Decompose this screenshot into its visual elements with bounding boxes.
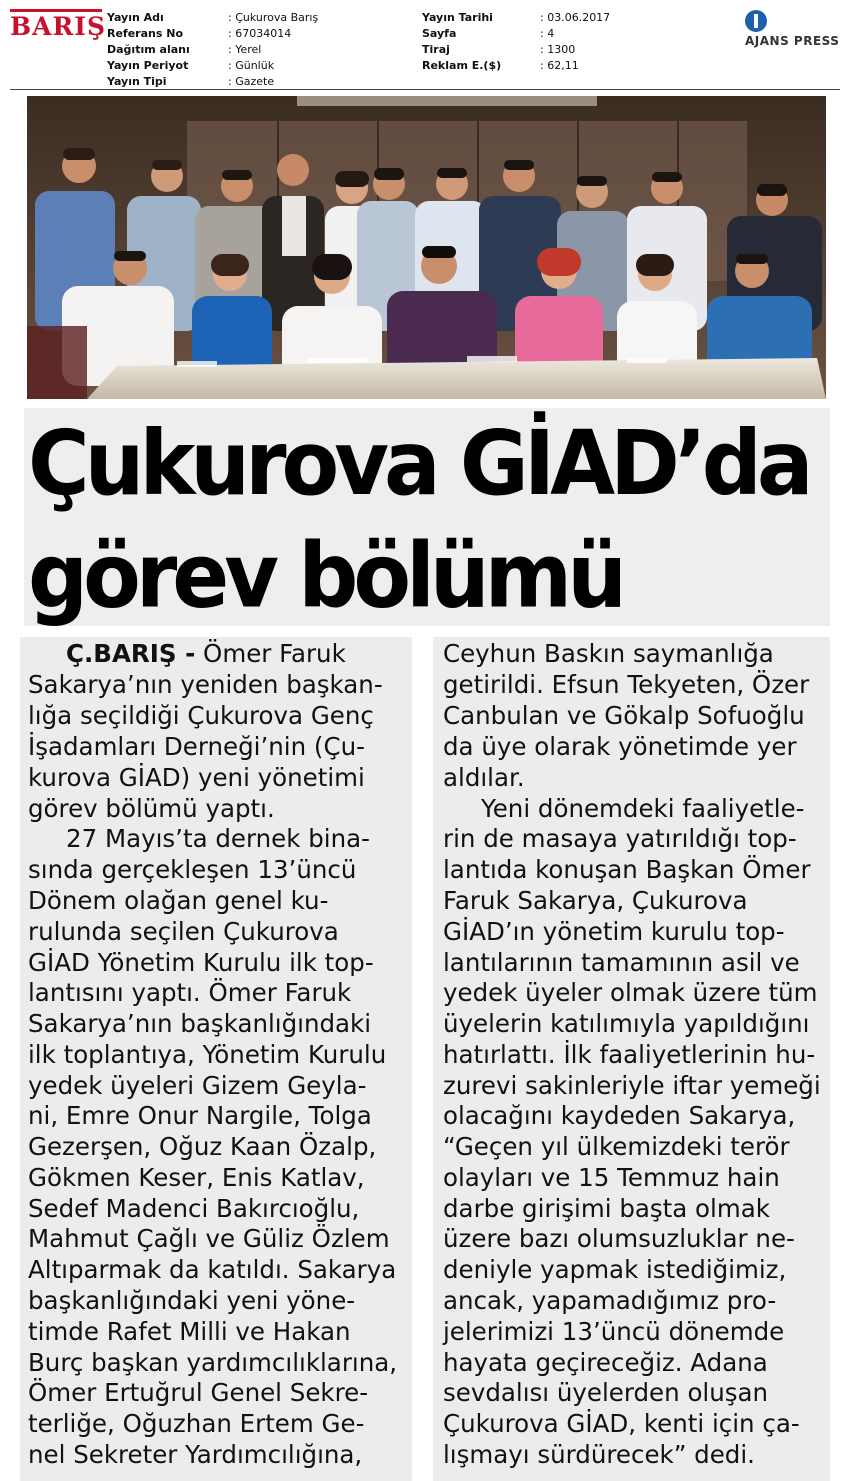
text-line: lantıda konuşan Başkan Ömer [443,855,811,884]
meta-label: Yayın Adı [107,11,164,24]
text-line: “Geçen yıl ülkemizdeki terör [443,1132,790,1161]
text-line: ilk toplantıya, Yönetim Kurulu [28,1040,387,1069]
text-line: kurova GİAD) yeni yönetimi [28,763,365,792]
text-line: Ceyhun Baskın saymanlığa [443,639,774,668]
text-line: aldılar. [443,763,525,792]
meta-value: : 67034014 [228,27,292,40]
meta-label: Tiraj [422,43,450,56]
meta-row [107,10,318,26]
article-headline [28,407,828,632]
text-line: İşadamları Derneği’nin (Çu- [28,732,365,761]
text-line: yedek üyeleri Gizem Geyla- [28,1071,367,1100]
text-line: Mahmut Çağlı ve Güliz Özlem [28,1224,390,1253]
clipping-header [0,0,850,92]
logo-text: BARIŞ [10,12,107,41]
text-line: hayata geçireceğiz. Adana [443,1348,768,1377]
text-line: terliğe, Oğuzhan Ertem Ge- [28,1409,365,1438]
text-line: başkanlığındaki yeni yöne- [28,1286,356,1315]
meta-value: : 1300 [540,43,576,56]
text-line: darbe girişimi başta olmak [443,1194,770,1223]
meta-value: : Günlük [228,59,275,72]
meta-label: Referans No [107,27,183,40]
newspaper-logo [10,9,107,42]
meta-label: Yayın Tipi [107,75,167,88]
text-line: üyelerin katılımıyla yapıldığını [443,1009,810,1038]
text-line: GİAD Yönetim Kurulu ilk top- [28,948,374,977]
text-line: Çukurova GİAD, kenti için ça- [443,1409,800,1438]
agency-logo [745,10,845,50]
text-line: sında gerçekleşen 13’üncü [28,855,357,884]
meta-row [107,58,318,74]
text-segment: Ömer Faruk [195,639,346,668]
text-line: sevdalısı üyelerden oluşan [443,1378,769,1407]
meta-label: Yayın Tarihi [422,11,493,24]
text-line: Ömer Ertuğrul Genel Sekre- [28,1378,369,1407]
text-line: lantısını yaptı. Ömer Faruk [28,978,352,1007]
meta-label: Dağıtım alanı [107,43,190,56]
meta-left [107,10,318,90]
agency-icon [745,10,767,32]
meta-value: : Yerel [228,43,262,56]
text-line: Sakarya’nın yeniden başkan- [28,670,383,699]
text-line: jelerimizi 13’üncü dönemde [443,1317,785,1346]
meta-value: : Çukurova Barış [228,11,319,24]
group-photo-illustration [27,96,826,399]
meta-row [107,74,318,90]
text-line: olayları ve 15 Temmuz hain [443,1163,780,1192]
article-column-left [20,637,412,1481]
text-line: timde Rafet Milli ve Hakan [28,1317,351,1346]
meta-label: Sayfa [422,27,457,40]
text-line: hatırlattı. İlk faaliyetlerinin hu- [443,1040,816,1069]
text-line: ancak, yapamadığımız pro- [443,1286,777,1315]
headline-line: Çukurova GİAD’da [28,411,809,516]
meta-row [422,42,610,58]
text-line: nel Sekreter Yardımcılığına, [28,1440,363,1469]
text-line: zurevi sakinleriyle iftar yemeği [443,1071,821,1100]
agency-name: AJANS PRESS [745,34,840,48]
text-line: rulunda seçilen Çukurova [28,917,339,946]
text-line: 27 Mayıs’ta dernek bina- [66,824,370,853]
meta-row [422,10,610,26]
text-line: da üye olarak yönetimde yer [443,732,797,761]
text-line: Burç başkan yardımcılıklarına, [28,1348,398,1377]
text-line: Yeni dönemdeki faaliyetle- [481,794,805,823]
group-photo [27,96,826,399]
text-line: yedek üyeler olmak üzere tüm [443,978,818,1007]
text-line: lığa seçildiği Çukurova Genç [28,701,374,730]
meta-value: : 03.06.2017 [540,11,611,24]
text-line: rin de masaya yatırıldığı top- [443,824,797,853]
article-column-right [433,637,830,1481]
text-line: Faruk Sakarya, Çukurova [443,886,748,915]
meta-label: Yayın Periyot [107,59,189,72]
meta-label: Reklam E.($) [422,59,502,72]
article-byline: Ç.BARIŞ - [66,639,196,668]
meta-row [107,26,318,42]
meta-value: : 62,11 [540,59,579,72]
meta-right [422,10,610,74]
meta-row [422,58,610,74]
text-line: olacağını kaydeden Sakarya, [443,1101,796,1130]
text-line: Sakarya’nın başkanlığındaki [28,1009,372,1038]
text-line: görev bölümü yaptı. [28,794,275,823]
text-line [28,638,346,669]
meta-value: : Gazete [228,75,275,88]
text-line: getirildi. Efsun Tekyeten, Özer [443,670,810,699]
text-line: Gezerşen, Oğuz Kaan Özalp, [28,1132,377,1161]
text-line: GİAD’ın yönetim kurulu top- [443,917,785,946]
meta-row [107,42,318,58]
text-line: Sedef Madenci Bakırcıoğlu, [28,1194,360,1223]
headline-line: görev bölümü [28,523,622,628]
text-line: Canbulan ve Gökalp Sofuoğlu [443,701,805,730]
text-line: üzere bazı olumsuzluklar ne- [443,1224,795,1253]
text-line: lantılarının tamamının asil ve [443,948,800,977]
text-line: Altıparmak da katıldı. Sakarya [28,1255,397,1284]
header-divider [10,89,840,90]
text-line: deniyle yapmak istediğimiz, [443,1255,787,1284]
text-line: lışmayı sürdürecek” dedi. [443,1440,755,1469]
text-line: ni, Emre Onur Nargile, Tolga [28,1101,372,1130]
text-line: Gökmen Keser, Enis Katlav, [28,1163,365,1192]
meta-row [422,26,610,42]
meta-value: : 4 [540,27,555,40]
text-line: Dönem olağan genel ku- [28,886,329,915]
